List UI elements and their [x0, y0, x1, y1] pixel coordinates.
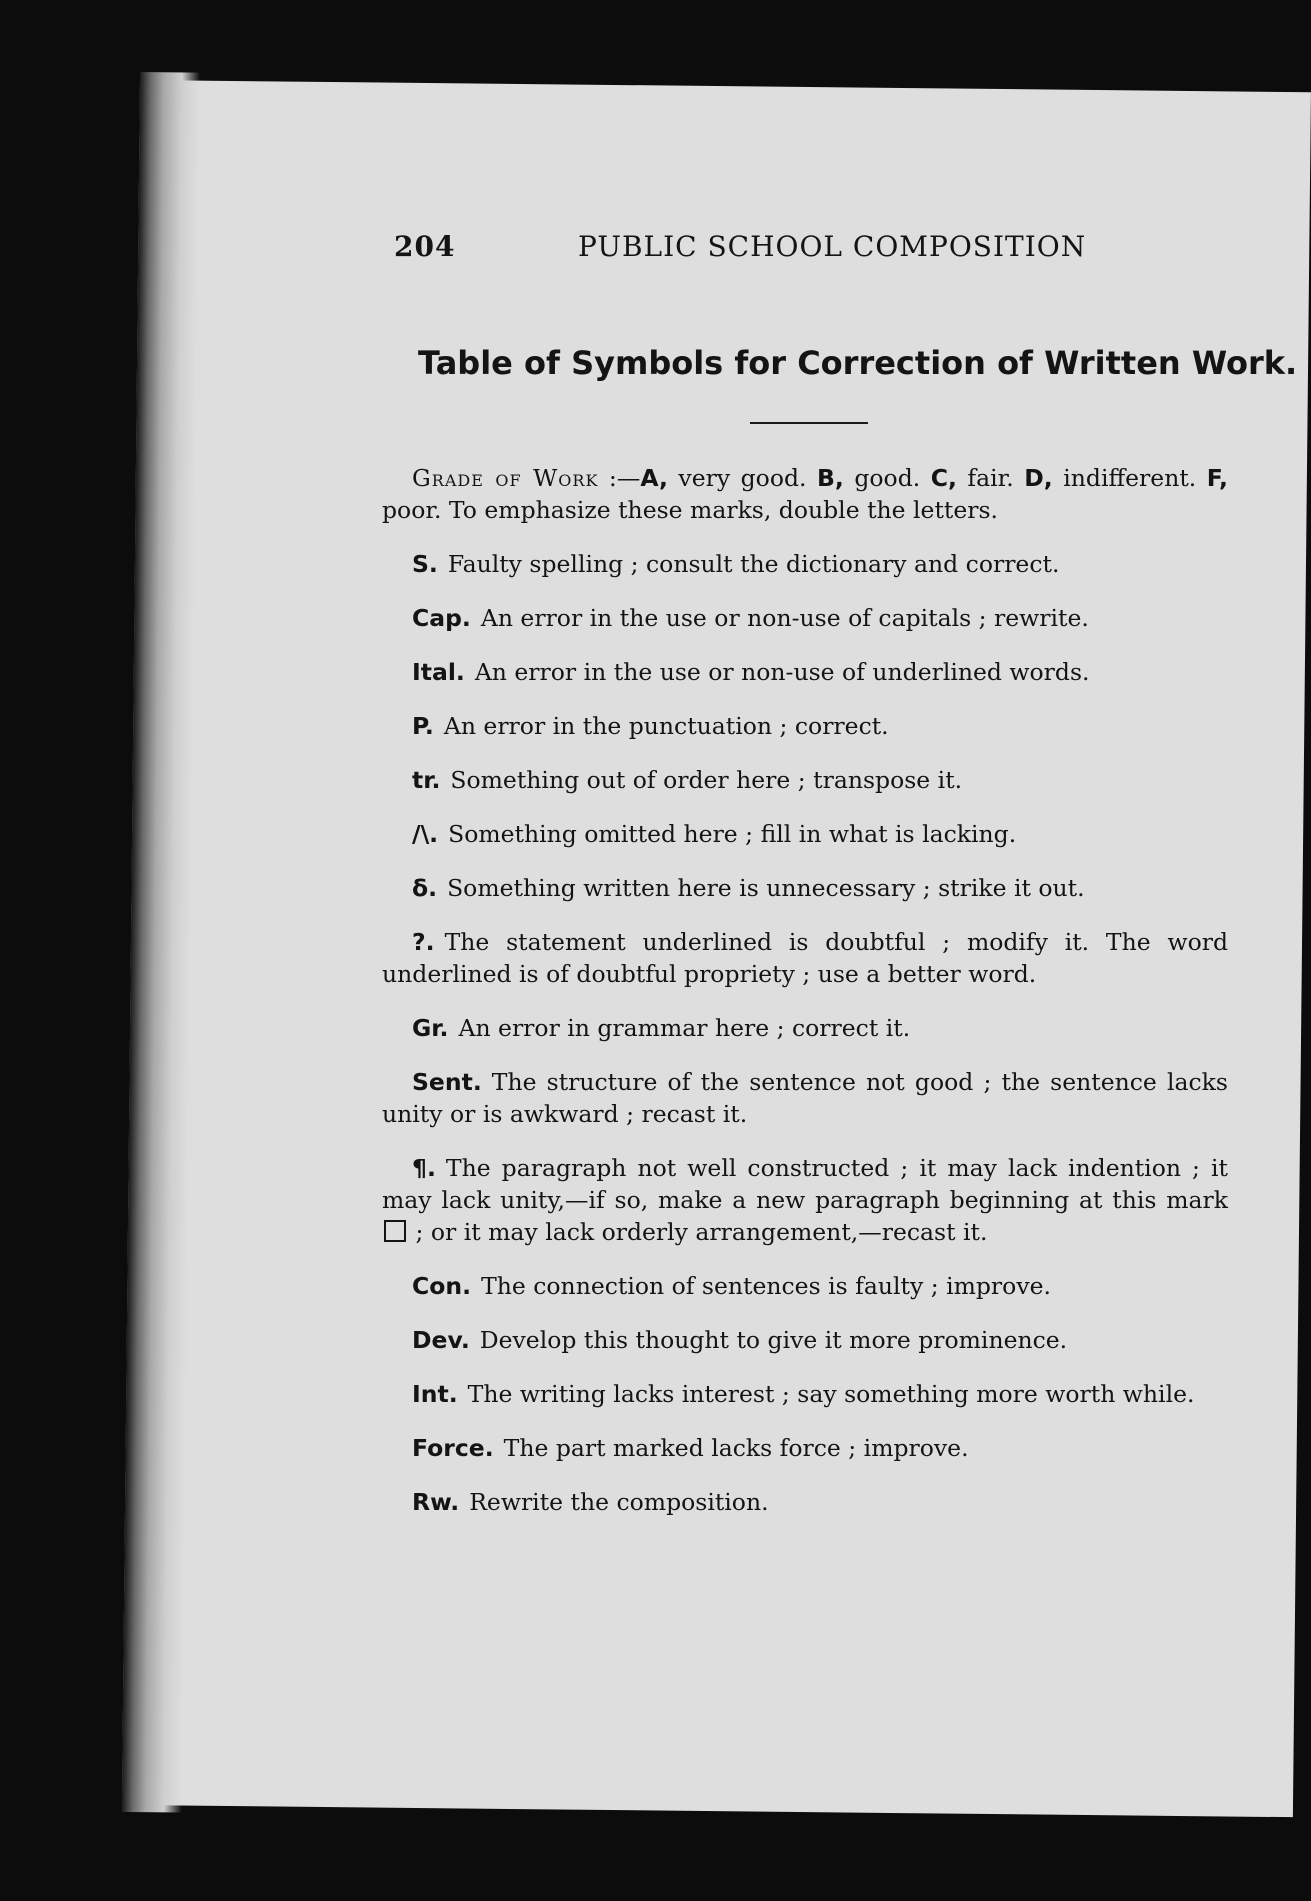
- entry-text: Something out of order here ; transpose it.: [450, 766, 963, 794]
- grade-of-work-entry: [382, 462, 1228, 526]
- entry-text: The statement underlined is doubtful ; modify it. The word underlined is of doubtful propriety ; use a better word.: [382, 928, 1228, 988]
- grade-a: A,: [640, 464, 668, 492]
- entry-text: Something omitted here ; fill in what is lacking.: [448, 820, 1017, 848]
- symbol: Con.: [412, 1272, 472, 1300]
- symbol: S.: [412, 550, 438, 578]
- query-symbol: ?.: [412, 928, 435, 956]
- symbol-list: [382, 462, 1228, 1540]
- grade-b: B,: [817, 464, 844, 492]
- entry-interest: [382, 1378, 1228, 1410]
- entry-text: Faulty spelling ; consult the dictionary and correct.: [447, 550, 1060, 578]
- entry-grammar: [382, 1012, 1228, 1044]
- entry-develop: [382, 1324, 1228, 1356]
- entry-text: An error in the use or non-use of underlined words.: [474, 658, 1090, 686]
- entry-omission: [382, 818, 1228, 850]
- entry-delete: [382, 872, 1228, 904]
- entry-text: Develop this thought to give it more prominence.: [479, 1326, 1068, 1354]
- grade-label: Grade of Work: [412, 464, 599, 492]
- entry-text: The connection of sentences is faulty ; improve.: [481, 1272, 1051, 1300]
- symbol: tr.: [412, 766, 441, 794]
- pilcrow-symbol: ¶.: [412, 1154, 436, 1182]
- grade-d: D,: [1024, 464, 1053, 492]
- entry-text: The structure of the sentence not good ; the sentence lacks unity or is awkward ; recast it.: [382, 1068, 1228, 1128]
- grade-a-text: very good.: [667, 464, 817, 492]
- entry-doubtful: [382, 926, 1228, 990]
- entry-italics: [382, 656, 1228, 688]
- grade-b-text: good.: [843, 464, 931, 492]
- symbol: Cap.: [412, 604, 471, 632]
- grade-c: C,: [930, 464, 957, 492]
- entry-sentence: [382, 1066, 1228, 1130]
- entry-punctuation: [382, 710, 1228, 742]
- entry-text: The paragraph not well constructed ; it may lack indention ; it may lack unity,—if so, make a new paragraph beginning at this mark: [382, 1154, 1228, 1214]
- symbol: Sent.: [412, 1068, 482, 1096]
- grade-dash: :—: [598, 464, 641, 492]
- table-title: Table of Symbols for Correction of Written Work.: [418, 344, 1298, 382]
- title-divider: [750, 422, 868, 424]
- box-mark-icon: [384, 1220, 406, 1242]
- symbol: Dev.: [412, 1326, 470, 1354]
- grade-d-text: indifferent.: [1052, 464, 1207, 492]
- entry-text: Rewrite the composition.: [469, 1488, 769, 1516]
- entry-text: An error in the punctuation ; correct.: [443, 712, 889, 740]
- entry-text: An error in the use or non-use of capitals ; rewrite.: [480, 604, 1089, 632]
- grade-f-text: poor. To emphasize these marks, double the letters.: [382, 496, 999, 524]
- delete-symbol: δ.: [412, 874, 438, 902]
- entry-text: The part marked lacks force ; improve.: [503, 1434, 969, 1462]
- grade-f: F,: [1206, 464, 1228, 492]
- symbol: P.: [412, 712, 434, 740]
- entry-force: [382, 1432, 1228, 1464]
- entry-text: An error in grammar here ; correct it.: [458, 1014, 911, 1042]
- entry-connection: [382, 1270, 1228, 1302]
- caret-symbol: /\.: [412, 820, 439, 848]
- entry-paragraph: [382, 1152, 1228, 1248]
- symbol: Rw.: [412, 1488, 460, 1516]
- entry-text: Something written here is unnecessary ; strike it out.: [447, 874, 1085, 902]
- entry-spelling: [382, 548, 1228, 580]
- entry-text: The writing lacks interest ; say something more worth while.: [467, 1380, 1195, 1408]
- symbol: Force.: [412, 1434, 494, 1462]
- entry-text-continued: ; or it may lack orderly arrangement,—recast it.: [415, 1218, 988, 1246]
- book-title: PUBLIC SCHOOL COMPOSITION: [578, 230, 1087, 263]
- page-number: 204: [394, 230, 456, 263]
- entry-capitals: [382, 602, 1228, 634]
- entry-rewrite: [382, 1486, 1228, 1518]
- symbol: Gr.: [412, 1014, 449, 1042]
- symbol: Int.: [412, 1380, 458, 1408]
- symbol: Ital.: [412, 658, 465, 686]
- grade-c-text: fair.: [956, 464, 1025, 492]
- entry-transpose: [382, 764, 1228, 796]
